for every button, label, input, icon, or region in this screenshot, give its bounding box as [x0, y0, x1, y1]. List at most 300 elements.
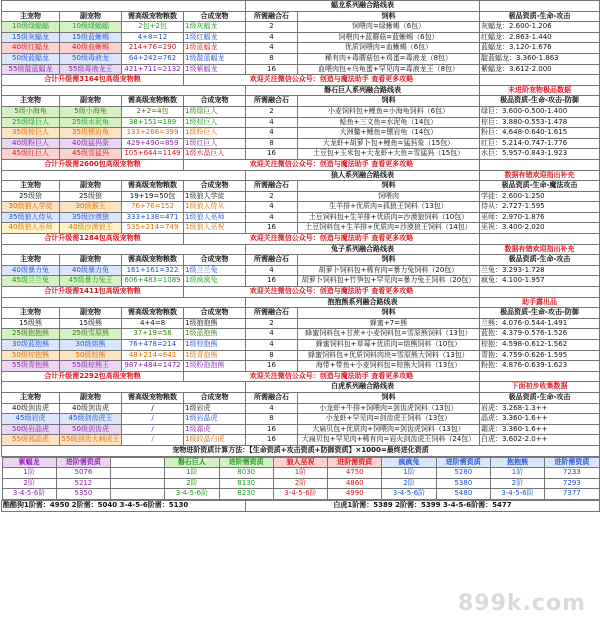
data-cell: 40级暴力兔: [2, 265, 60, 276]
data-cell: 侍从：2.727-1.595: [480, 202, 600, 213]
data-cell: 16: [246, 361, 298, 372]
footer-pad: [480, 159, 600, 170]
data-cell: 333+138=471: [122, 212, 184, 223]
promo-text: 欢迎关注微信公众号：创造与魔法助手 查看更多攻略: [184, 75, 480, 86]
data-cell: 大洲鳖+鲤鱼=镖岩龟（14包）: [298, 128, 480, 139]
summary-cell: [111, 489, 165, 500]
section-header-row: [2, 255, 600, 266]
data-cell: 45级红巨人: [2, 149, 60, 160]
data-cell: 25级狼: [60, 191, 122, 202]
data-cell: 35级棕巨人: [2, 128, 60, 139]
data-cell: 红巨：5.214-0.747-1.776: [480, 138, 600, 149]
data-cell: 2: [246, 106, 298, 117]
data-cell: 30级蓝抱熊: [2, 340, 60, 351]
summary-cell: 7233: [545, 468, 599, 479]
section-note: 未进阶宠物极品数据: [480, 85, 600, 96]
column-header: 饲料: [298, 255, 480, 266]
section-title: 狼人系列融合路线表: [246, 170, 480, 181]
data-cell: 岩虎：3.268-1.3++: [480, 403, 600, 414]
data-cell: 40级剑齿虎: [60, 403, 122, 414]
data-cell: 2: [246, 22, 298, 33]
data-cell: 50级剑齿虎: [60, 424, 122, 435]
data-cell: 25级雪原熊: [60, 329, 122, 340]
table-row: [2, 414, 600, 425]
table-row: [2, 43, 600, 54]
section-header-row: [2, 181, 600, 192]
data-cell: 45级兰兰兔: [2, 276, 60, 287]
summary-cell: 1阶: [273, 468, 327, 479]
section-title: 抱抱熊系列融合路线表: [246, 297, 480, 308]
summary-cell: 3-4-5-6阶: [2, 489, 56, 500]
data-cell: 1级紫蝠龙: [184, 64, 246, 75]
section-title-row: [2, 244, 600, 255]
data-cell: 1级绿巨人: [184, 106, 246, 117]
data-cell: 105+644=1149: [122, 149, 184, 160]
column-header: 需高级宠物粮数: [122, 181, 184, 192]
table-row: [2, 276, 600, 287]
data-cell: 50级棕抱熊: [2, 350, 60, 361]
upgrade-total: 合计升级需2600包高级宠物粮: [2, 159, 184, 170]
column-header: 合成宠物: [184, 96, 246, 107]
data-cell: 35级镖岩龟: [60, 128, 122, 139]
data-cell: 55级靛蓝蝠龙: [2, 64, 60, 75]
data-cell: 25级抱抱熊: [2, 329, 60, 340]
data-cell: 2: [246, 191, 298, 202]
data-cell: 4: [246, 202, 298, 213]
column-header: 需高级宠物粮数: [122, 255, 184, 266]
data-cell: 1级皎晶白虎: [184, 435, 246, 446]
summary-foot-row: [2, 500, 600, 511]
section-title-pad: [2, 170, 246, 181]
summary-cell: 1阶: [490, 468, 544, 479]
data-cell: 1级岩虎: [184, 403, 246, 414]
data-cell: 1级疯疯兔: [184, 276, 246, 287]
column-header: 所需融合石: [246, 96, 298, 107]
section-note: 助手露出品: [480, 297, 600, 308]
data-cell: 606+483=1089: [122, 276, 184, 287]
data-cell: 16: [246, 276, 298, 287]
column-header: 合成宠物: [184, 308, 246, 319]
data-cell: 1级蓝蝠龙: [184, 43, 246, 54]
data-cell: 40级沙漠狼王: [60, 223, 122, 234]
data-cell: 1级粉抱抱熊: [184, 361, 246, 372]
summary-cell: [111, 457, 165, 468]
data-cell: 2包+2包: [122, 22, 184, 33]
table-row: [2, 361, 600, 372]
table-row: [2, 53, 600, 64]
column-header: 合成宠物: [184, 255, 246, 266]
column-header: 饲料: [298, 96, 480, 107]
data-cell: 1级水晶巨人: [184, 149, 246, 160]
table-row: [2, 403, 600, 414]
column-header: 饲料: [298, 11, 480, 22]
summary-cell: 5380: [436, 478, 490, 489]
section-header-row: [2, 308, 600, 319]
column-header: 极品资质-生命-攻击: [480, 255, 600, 266]
data-cell: 25级绿巨人: [2, 117, 60, 128]
data-cell: 16: [246, 435, 298, 446]
data-cell: 55级青抱熊: [2, 361, 60, 372]
data-cell: 16: [246, 424, 298, 435]
data-cell: 45级剑齿虎王: [60, 414, 122, 425]
section-title-row: [2, 297, 600, 308]
summary-cell: 抱抱熊: [490, 457, 544, 468]
data-cell: 30级猴王: [60, 202, 122, 213]
summary-cell: 7293: [545, 478, 599, 489]
data-cell: 土豆饲料包+生羊排+优质肉=沙漠狼饲料（10包）: [298, 212, 480, 223]
data-cell: 16: [246, 64, 298, 75]
table-row: [2, 212, 600, 223]
data-cell: 16: [246, 149, 298, 160]
data-cell: 214+76=290: [122, 43, 184, 54]
data-cell: 45级岩虎: [2, 414, 60, 425]
data-cell: 水巨：5.957-0.843-1.923: [480, 149, 600, 160]
data-cell: 棕抱：4.598-0.612-1.562: [480, 340, 600, 351]
summary-foot-left: 酷酷狗1阶需：4950 2阶需：5040 3-4-5-6阶需：5130: [2, 500, 246, 511]
summary-cell: 2阶: [2, 478, 56, 489]
data-cell: 血喂肉包+乌龟蛋+罕见肉=毒液龙王（8包）: [298, 64, 480, 75]
data-cell: 35级沙漠狼: [60, 212, 122, 223]
data-cell: 4: [246, 128, 298, 139]
data-cell: 15级灰蝠龙: [2, 32, 60, 43]
section-title: 磐石巨人系列融合路线表: [246, 85, 480, 96]
summary-cell: 3-4-5-6阶: [382, 489, 436, 500]
data-cell: 稀有肉+毒蘑菇包+鸡蛋=毒液龙（8包）: [298, 53, 480, 64]
upgrade-total: 合计升级需3164包高级宠物粮: [2, 75, 184, 86]
data-cell: 晶虎：3.360-1.6++: [480, 414, 600, 425]
section-header-row: [2, 392, 600, 403]
section-title-pad: [2, 244, 246, 255]
data-cell: 1级抱抱熊: [184, 318, 246, 329]
data-cell: 大扁贝包+优质肉+饲喂肉=剑齿虎饲料（13包）: [298, 424, 480, 435]
data-cell: 1级红蝠龙: [184, 32, 246, 43]
data-cell: 小龙虾+牛排+饲喂肉=剑齿虎饲料（13包）: [298, 403, 480, 414]
data-cell: 小麦饲料包+鲤鱼=小海龟饲料（6包）: [298, 106, 480, 117]
data-cell: 8: [246, 414, 298, 425]
summary-wrap-row: [2, 456, 600, 500]
data-cell: 4: [246, 43, 298, 54]
formula-text: 宠物进阶资质计算方法：【生命资质+攻击资质+防御资质】×1000=最终进化资质: [2, 445, 600, 456]
data-cell: 1级灰蝠龙: [184, 22, 246, 33]
column-header: 主宠物: [2, 181, 60, 192]
data-cell: 55级邪晶虎: [2, 435, 60, 446]
data-cell: 35级狼人侍从: [2, 212, 60, 223]
data-cell: 8: [246, 138, 298, 149]
data-cell: 霜虎：3.360-1.6++: [480, 424, 600, 435]
data-cell: 蜂蜜+7=熊: [298, 318, 480, 329]
data-cell: 胡萝卜饲料包+稀有肉=暴力兔饲料（20包）: [298, 265, 480, 276]
column-header: 需高级宠物粮数: [122, 308, 184, 319]
summary-cell: 磐石巨人: [165, 457, 219, 468]
data-cell: 535+214=749: [122, 223, 184, 234]
column-header: 需高级宠物粮数: [122, 11, 184, 22]
data-cell: 粉抱：4.876-0.639-1.623: [480, 361, 600, 372]
data-cell: 生羊排+优质肉=孤狼王饲料（13包）: [298, 202, 480, 213]
section-title: 兔子系列融合路线表: [246, 244, 480, 255]
data-cell: 蜂蜜饲料包+草莓+优质肉=熔熊饲料（10包）: [298, 340, 480, 351]
data-cell: 土豆饲料包+生羊排+优质肉=沙漠狼王饲料（14包）: [298, 223, 480, 234]
data-cell: 蜂蜜饲料包+优质饲料肉块=雪原熊大饲料（13包）: [298, 350, 480, 361]
data-cell: 疯兔：4.100-1.957: [480, 276, 600, 287]
data-cell: 鲶鱼+三文鱼=水泥龟（14包）: [298, 117, 480, 128]
table-row: [2, 32, 600, 43]
data-cell: /: [122, 414, 184, 425]
section-header-row: [2, 96, 600, 107]
column-header: 所需融合石: [246, 11, 298, 22]
summary-cell: [111, 478, 165, 489]
data-cell: 靛蓝蝠龙：3.360-1.863: [480, 53, 600, 64]
data-cell: 48+214=642: [122, 350, 184, 361]
data-cell: 40级剑齿虎: [2, 403, 60, 414]
data-cell: /: [122, 403, 184, 414]
data-cell: 小龙虾+罕见肉=剑齿虎王饲料（13包）: [298, 414, 480, 425]
data-cell: /: [122, 424, 184, 435]
data-cell: 45级暴力兔王: [60, 276, 122, 287]
column-header: 所需融合石: [246, 308, 298, 319]
table-row: [2, 318, 600, 329]
summary-cell: 疯疯兔: [382, 457, 436, 468]
section-title-pad: [2, 1, 246, 12]
column-header: 需高级宠物粮数: [122, 392, 184, 403]
data-cell: 40级暴力兔: [60, 265, 122, 276]
summary-cell: 进阶需资质: [436, 457, 490, 468]
column-header: 主宠物: [2, 96, 60, 107]
data-cell: 1级狼人学徒: [184, 191, 246, 202]
column-header: 合成宠物: [184, 392, 246, 403]
data-cell: 4+4=8: [122, 318, 184, 329]
section-footer-row: [2, 159, 600, 170]
data-cell: 1级棕抱熊: [184, 340, 246, 351]
data-cell: 1级岩晶虎: [184, 414, 246, 425]
data-cell: 1级狼人巫师: [184, 212, 246, 223]
section-title-pad: [2, 85, 246, 96]
formula-row: [2, 445, 600, 456]
data-cell: 蓝蝠龙：3.120-1.676: [480, 43, 600, 54]
section-note: 数据有错欢迎指出补充: [480, 170, 600, 181]
section-title-row: [2, 85, 600, 96]
data-cell: 25级狼: [2, 191, 60, 202]
data-cell: 4: [246, 117, 298, 128]
footer-pad: [480, 75, 600, 86]
table-row: [2, 202, 600, 213]
data-cell: 50级蓝蝠龙: [2, 53, 60, 64]
data-cell: 25级水泥龟: [60, 117, 122, 128]
section-title-row: [2, 1, 600, 12]
column-header: 主宠物: [2, 11, 60, 22]
column-header: 饲料: [298, 181, 480, 192]
summary-cell: 8130: [219, 478, 273, 489]
summary-cell: 4750: [328, 468, 382, 479]
summary-cell: 5350: [56, 489, 110, 500]
column-header: 副宠物: [60, 181, 122, 192]
data-cell: 饲喂肉: [298, 191, 480, 202]
data-cell: 绿巨：3.600-0.500-1.400: [480, 106, 600, 117]
column-header: 主宠物: [2, 392, 60, 403]
data-cell: 50级毒液龙: [60, 53, 122, 64]
data-cell: 1级红巨人: [184, 138, 246, 149]
section-title-row: [2, 382, 600, 393]
column-header: 极品资质-生命-攻击: [480, 11, 600, 22]
promo-text: 欢迎关注微信公众号：创造与魔法助手 查看更多攻略: [184, 234, 480, 245]
table-row: [2, 424, 600, 435]
data-cell: 巫祝：3.400-2.020: [480, 223, 600, 234]
data-cell: 40级血蜥蜴: [60, 43, 122, 54]
data-cell: 10级绿蝠蝠: [60, 22, 122, 33]
data-cell: /: [122, 435, 184, 446]
summary-cell: 进阶需资质: [328, 457, 382, 468]
data-cell: 133+266=399: [122, 128, 184, 139]
summary-cell: 8030: [219, 468, 273, 479]
table-row: [2, 340, 600, 351]
data-cell: 红蝠龙：2.863-1.440: [480, 32, 600, 43]
column-header: 极品资质-生命-攻击-防御: [480, 96, 600, 107]
upgrade-total: 合计升级需1411包高级宠物粮: [2, 287, 184, 298]
data-cell: 4: [246, 212, 298, 223]
data-cell: 4: [246, 329, 298, 340]
data-cell: 1级粉巨人: [184, 128, 246, 139]
upgrade-total: 合计升级需1284包高级宠物粮: [2, 234, 184, 245]
table-row: [2, 106, 600, 117]
section-header-row: [2, 11, 600, 22]
data-cell: 兰兔：3.293-1.728: [480, 265, 600, 276]
data-cell: 紫蝠龙：3.612-2.000: [480, 64, 600, 75]
section-note: 数据有错欢迎指出补充: [480, 244, 600, 255]
section-footer-row: [2, 371, 600, 382]
data-cell: 38+151=189: [122, 117, 184, 128]
data-cell: 40级红蝠龙: [2, 43, 60, 54]
data-cell: 76+478=214: [122, 340, 184, 351]
column-header: 需高级宠物粮数: [122, 96, 184, 107]
table-row: [2, 149, 600, 160]
column-header: 副宠物: [60, 255, 122, 266]
footer-pad: [480, 234, 600, 245]
data-cell: 4: [246, 32, 298, 43]
column-header: 所需融合石: [246, 181, 298, 192]
summary-container: [2, 456, 600, 500]
data-cell: 饲喂肉=绿蜥蜴（6包）: [298, 22, 480, 33]
column-header: 主宠物: [2, 308, 60, 319]
upgrade-total: 合计升级需2292包高级宠物粮: [2, 371, 184, 382]
data-cell: 大龙虾+胡萝卜包+鲤鱼=猛犸象（15包）: [298, 138, 480, 149]
data-cell: 蜂蜜饲料包+甘蔗+小麦饲料包=雪原熊饲料（13包）: [298, 329, 480, 340]
data-cell: 55级棕熊王: [60, 361, 122, 372]
data-cell: 5级小海龟: [60, 106, 122, 117]
data-cell: 4: [246, 340, 298, 351]
table-row: [2, 350, 600, 361]
column-header: 极品资质-生命-攻击: [480, 392, 600, 403]
section-footer-row: [2, 287, 600, 298]
promo-text: 欢迎关注微信公众号：创造与魔法助手 查看更多攻略: [184, 287, 480, 298]
data-cell: 30级熔熊: [60, 340, 122, 351]
table-row: [2, 22, 600, 33]
summary-cell: 狼人巫祝: [273, 457, 327, 468]
data-cell: 1级青抱熊: [184, 350, 246, 361]
summary-cell: 进阶需资质: [56, 457, 110, 468]
data-cell: 1级棕巨人: [184, 117, 246, 128]
data-cell: 1级靛蓝蝠龙: [184, 53, 246, 64]
column-header: 极品资质-生命-攻击-防御: [480, 308, 600, 319]
data-cell: 饲喂肉+蓝蘑菇=蓝蜥蜴（6包）: [298, 32, 480, 43]
table-row: [2, 128, 600, 139]
footer-pad: [480, 371, 600, 382]
promo-text: 欢迎关注微信公众号：创造与魔法助手 查看更多攻略: [184, 371, 480, 382]
data-cell: 蓝抱：4.379-0.576-1.526: [480, 329, 600, 340]
data-cell: 8: [246, 53, 298, 64]
data-cell: 15级蓝蜥蜴: [60, 32, 122, 43]
data-cell: 1级蓝抱熊: [184, 329, 246, 340]
summary-table: [2, 457, 600, 500]
column-header: 副宠物: [60, 96, 122, 107]
summary-row: [2, 478, 599, 489]
summary-cell: 8230: [219, 489, 273, 500]
data-cell: 50级棕熊: [60, 350, 122, 361]
data-cell: 5级小海龟: [2, 106, 60, 117]
column-header: 副宠物: [60, 392, 122, 403]
column-header: 合成宠物: [184, 11, 246, 22]
data-cell: 10级绿蝠蝠: [2, 22, 60, 33]
summary-cell: 2阶: [382, 478, 436, 489]
data-cell: 优质饲喂肉=血蜥蜴（6包）: [298, 43, 480, 54]
data-cell: 青抱：4.759-0.626-1.595: [480, 350, 600, 361]
summary-cell: 2阶: [490, 478, 544, 489]
section-title-pad: [2, 382, 246, 393]
data-cell: 19+19=50包: [122, 191, 184, 202]
summary-row: [2, 489, 599, 500]
data-cell: 161+161=322: [122, 265, 184, 276]
watermark-logo: 899k.com: [458, 591, 586, 616]
summary-cell: 5076: [56, 468, 110, 479]
table-row: [2, 329, 600, 340]
data-cell: 2+2=4包: [122, 106, 184, 117]
summary-cell: 5280: [436, 468, 490, 479]
data-cell: 白虎：3.602-2.0++: [480, 435, 600, 446]
data-cell: 15级熊: [2, 318, 60, 329]
table-row: [2, 138, 600, 149]
data-cell: 37+19=56: [122, 329, 184, 340]
column-header: 副宠物: [60, 11, 122, 22]
summary-cell: 进阶需资质: [219, 457, 273, 468]
summary-cell: 4860: [328, 478, 382, 489]
summary-cell: 3-4-5-6阶: [273, 489, 327, 500]
data-cell: 45级雪猛犸: [60, 149, 122, 160]
data-cell: 40级粉巨人: [2, 138, 60, 149]
column-header: 合成宠物: [184, 181, 246, 192]
data-cell: 40级狼人巫师: [2, 223, 60, 234]
data-cell: 兰熊：4.076-0.544-1.491: [480, 318, 600, 329]
column-header: 饲料: [298, 308, 480, 319]
data-cell: 987+484=1472: [122, 361, 184, 372]
data-cell: 棕巨：3.880-0.553-1.478: [480, 117, 600, 128]
summary-cell: 3-4-5-6阶: [165, 489, 219, 500]
data-cell: 55级剑齿大刺虎王: [60, 435, 122, 446]
data-cell: 4+8=12: [122, 32, 184, 43]
summary-cell: 5480: [436, 489, 490, 500]
column-header: 极品资质-生命-魔法攻击: [480, 181, 600, 192]
summary-cell: [111, 468, 165, 479]
summary-cell: 1阶: [382, 468, 436, 479]
data-cell: 灰蝠龙：2.600-1.206: [480, 22, 600, 33]
section-title-row: [2, 170, 600, 181]
fusion-route-sheet: [1, 0, 600, 512]
section-note: 下面初步收集数据: [480, 382, 600, 393]
summary-row: [2, 457, 599, 468]
data-cell: 8: [246, 350, 298, 361]
data-cell: 2: [246, 318, 298, 329]
data-cell: 421+711=2132: [122, 64, 184, 75]
section-title: 白虎系列融合路线表: [246, 382, 480, 393]
summary-foot-right: 白虎1阶需：5389 2阶需：5399 3-4-5-6阶需：5477: [246, 500, 600, 511]
data-cell: 30级狼人学徒: [2, 202, 60, 213]
